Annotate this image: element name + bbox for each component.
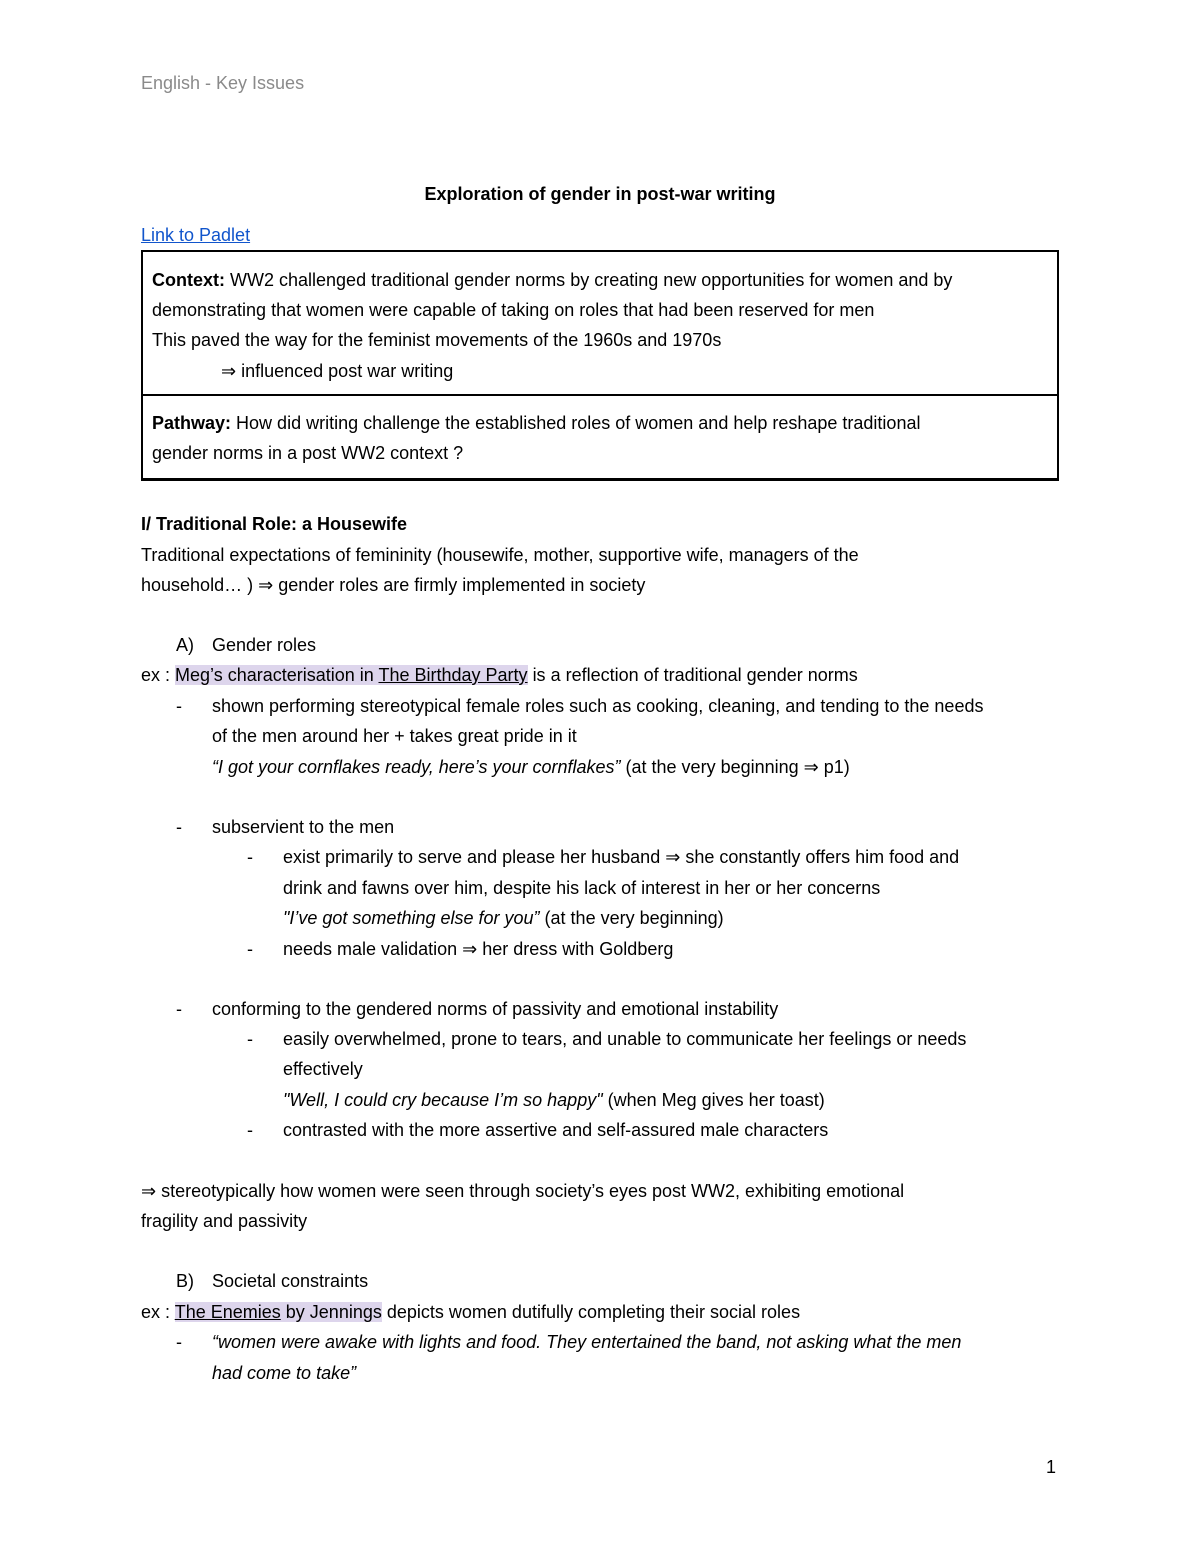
highlighted-example: Meg’s characterisation in The Birthday Party — [175, 665, 528, 685]
context-line-3: This paved the way for the feminist movements of the 1960s and 1970s — [152, 330, 722, 350]
pathway-label: Pathway: — [152, 413, 232, 433]
bullet-2a-line-2: drink and fawns over him, despite his lack of interest in her or her concerns — [283, 878, 881, 898]
bullet-3b: contrasted with the more assertive and self-assured male characters — [283, 1120, 829, 1140]
example-2: ex : The Enemies by Jennings depicts women dutifully completing their social roles — [141, 1302, 801, 1322]
bullet-1-line-2: of the men around her + takes great pride in it — [212, 726, 577, 746]
intro-line-2: household… ) ⇒ gender roles are firmly implemented in society — [141, 575, 646, 595]
bullet-2a-line-1: exist primarily to serve and please her husband ⇒ she constantly offers him food and — [283, 847, 960, 867]
subsection-a-title: Gender roles — [212, 635, 317, 655]
subsection-b-label: B) — [176, 1271, 194, 1291]
context-line-4: ⇒ influenced post war writing — [221, 361, 454, 381]
section-heading: I/ Traditional Role: a Housewife — [141, 514, 408, 534]
bullet-1-line-1: shown performing stereotypical female roles such as cooking, cleaning, and tending to the needs — [212, 696, 984, 716]
bullet-dash: - — [247, 1029, 253, 1049]
bullet-dash: - — [176, 999, 182, 1019]
intro-line-1: Traditional expectations of femininity (housewife, mother, supportive wife, managers of the — [141, 545, 859, 565]
pathway-box — [141, 394, 1059, 481]
page-number: 1 — [1046, 1457, 1057, 1477]
subsection-b-title: Societal constraints — [212, 1271, 369, 1291]
arrow-icon: ⇒ — [221, 361, 237, 381]
bullet-3a-quote: "Well, I could cry because I’m so happy" (when Meg gives her toast) — [283, 1090, 825, 1110]
bullet-1-quote: “I got your cornflakes ready, here’s your cornflakes” (at the very beginning ⇒ p1) — [212, 757, 850, 777]
highlighted-example: The Enemies by Jennings — [174, 1302, 382, 1322]
bullet-2a-quote: "I’ve got something else for you” (at the very beginning) — [283, 908, 724, 928]
context-box — [141, 250, 1059, 396]
padlet-link[interactable]: Link to Padlet — [141, 225, 251, 245]
work-title: The Birthday Party — [378, 665, 528, 685]
example-1: ex : Meg’s characterisation in The Birthday Party is a reflection of traditional gender norms — [141, 665, 858, 685]
bullet-2: subservient to the men — [212, 817, 395, 837]
bullet-dash: - — [247, 1120, 253, 1140]
bullet-2b: needs male validation ⇒ her dress with Goldberg — [283, 939, 674, 959]
page-header: English - Key Issues — [141, 73, 305, 93]
pathway-line-1: Pathway: How did writing challenge the established roles of women and help reshape traditional — [152, 413, 921, 433]
work-title: The Enemies — [174, 1302, 281, 1322]
bullet-dash: - — [247, 847, 253, 867]
conclusion-line-1: ⇒ stereotypically how women were seen through society’s eyes post WW2, exhibiting emotional — [141, 1181, 905, 1201]
document-title: Exploration of gender in post-war writing — [424, 184, 776, 204]
context-label: Context: — [152, 270, 225, 290]
arrow-icon: ⇒ — [141, 1181, 157, 1201]
quote-2-line-2: had come to take” — [212, 1363, 357, 1383]
arrow-icon: ⇒ — [258, 575, 274, 595]
arrow-icon: ⇒ — [803, 757, 819, 777]
context-line-2: demonstrating that women were capable of taking on roles that had been reserved for men — [152, 300, 875, 320]
bullet-dash: - — [176, 817, 182, 837]
bullet-dash: - — [176, 1332, 182, 1352]
quote-2-line-1: “women were awake with lights and food. They entertained the band, not asking what the men — [212, 1332, 962, 1352]
bullet-3a-line-2: effectively — [283, 1059, 363, 1079]
subsection-a-label: A) — [176, 635, 194, 655]
arrow-icon: ⇒ — [665, 847, 681, 867]
bullet-dash: - — [176, 696, 182, 716]
arrow-icon: ⇒ — [462, 939, 478, 959]
conclusion-line-2: fragility and passivity — [141, 1211, 308, 1231]
bullet-3: conforming to the gendered norms of passivity and emotional instability — [212, 999, 779, 1019]
bullet-dash: - — [247, 939, 253, 959]
bullet-3a-line-1: easily overwhelmed, prone to tears, and unable to communicate her feelings or needs — [283, 1029, 967, 1049]
context-line-1: Context: WW2 challenged traditional gender norms by creating new opportunities for women and by — [152, 270, 953, 290]
pathway-line-2: gender norms in a post WW2 context ? — [152, 443, 464, 463]
